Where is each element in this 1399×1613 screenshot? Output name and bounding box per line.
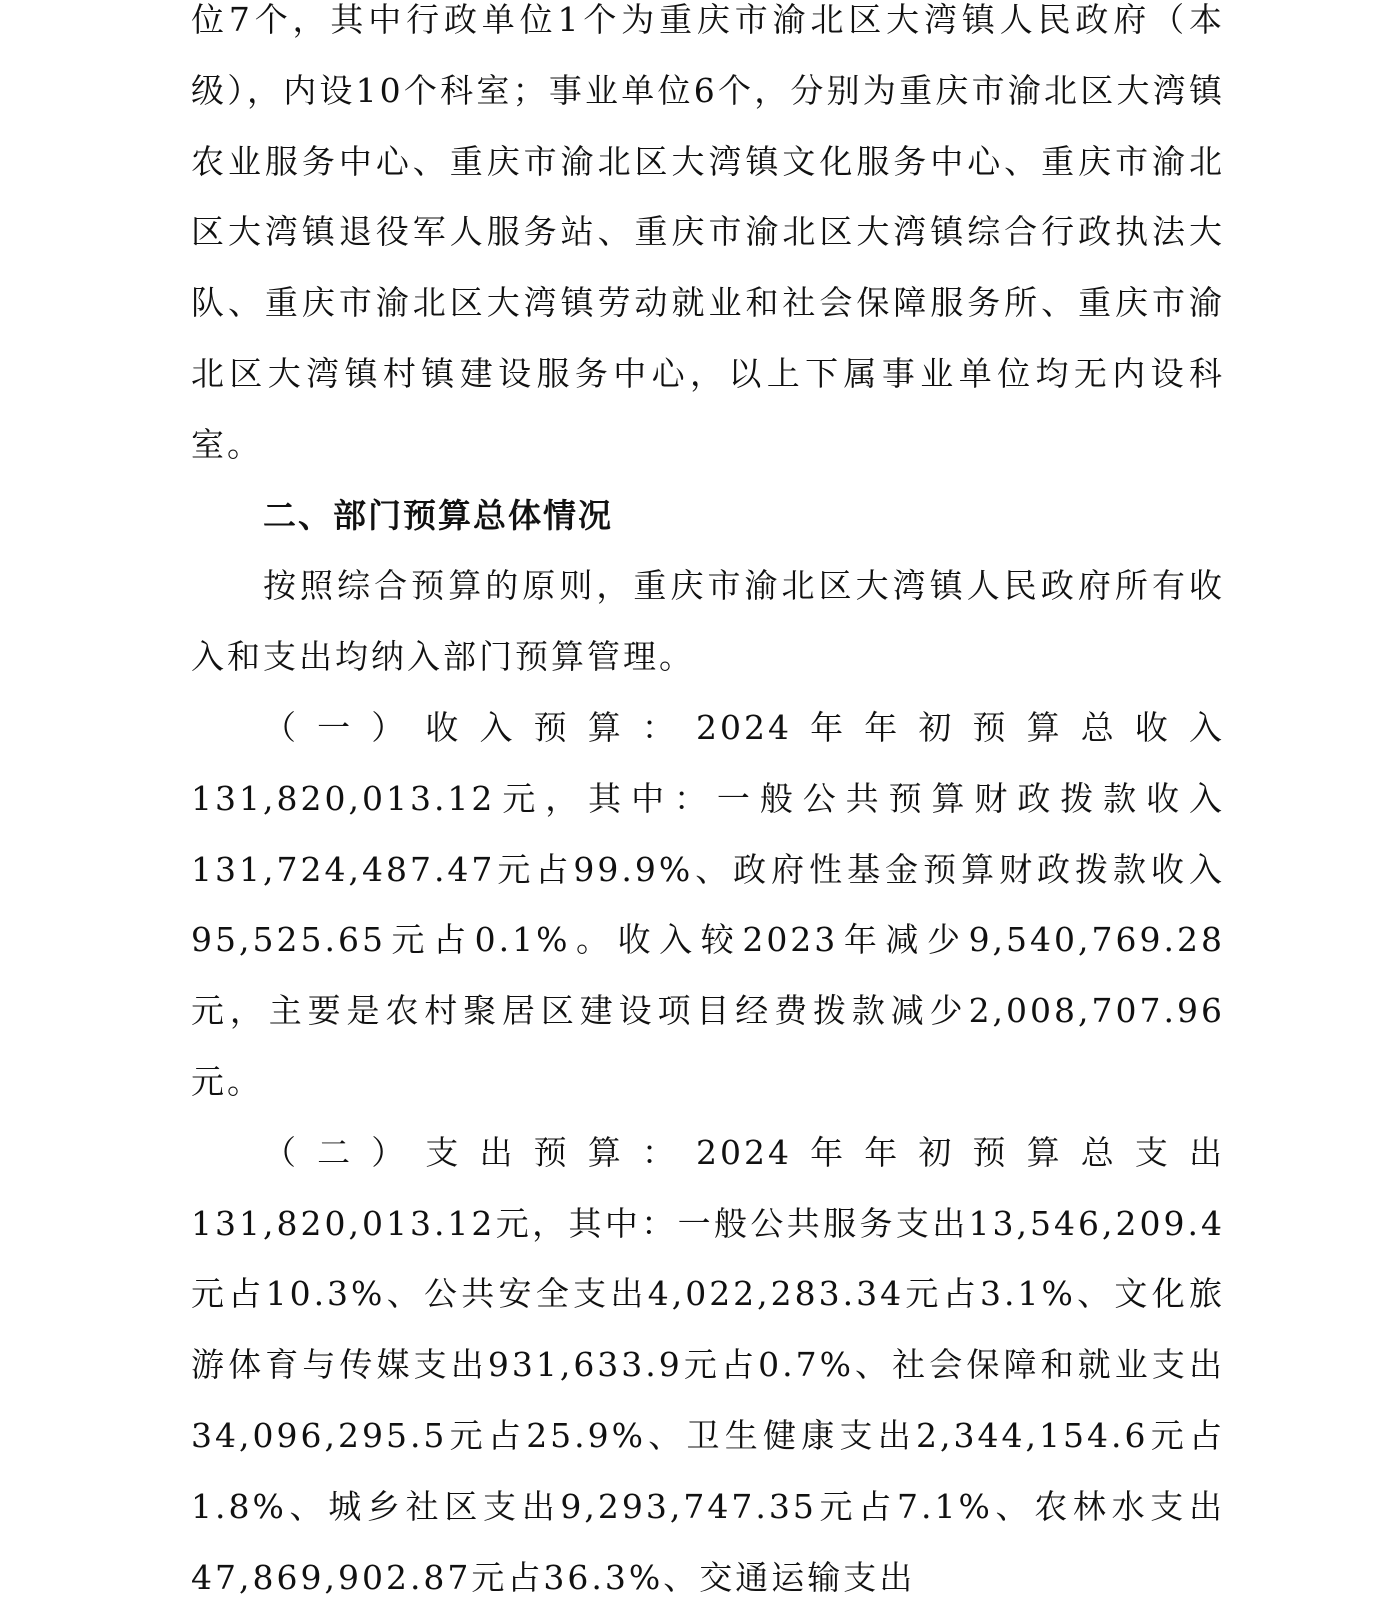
section-heading: 二、部门预算总体情况 <box>263 495 613 535</box>
document-page <box>191 0 1225 1597</box>
paragraph-expense-budget: （二）支出预算：2024年年初预算总支出131,820,013.12元，其中：一般公共服务支出13,546,209.4元占10.3%、公共安全支出4,022,283.34元占3.1%、文化旅游体育与传媒支出931,633.9元占0.7%、社会保障和就业支出34,096,295.5元占25.9%、卫生健康支出2,344,154.6元占1.8%、城乡社区支出9,293,747.35元占7.1%、农林水支出47,869,902.87元占36.3%、交通运输支出 <box>191 1132 1225 1597</box>
paragraph-income-budget: （一）收入预算：2024年年初预算总收入131,820,013.12元，其中：一般公共预算财政拨款收入131,724,487.47元占99.9%、政府性基金预算财政拨款收入95,525.65元占0.1%。收入较2023年减少9,540,769.28元，主要是农村聚居区建设项目经费拨款减少2,008,707.96元。 <box>191 707 1225 1101</box>
paragraph-organization: 位7个，其中行政单位1个为重庆市渝北区大湾镇人民政府（本级），内设10个科室；事业单位6个，分别为重庆市渝北区大湾镇农业服务中心、重庆市渝北区大湾镇文化服务中心、重庆市渝北区大湾镇退役军人服务站、重庆市渝北区大湾镇综合行政执法大队、重庆市渝北区大湾镇劳动就业和社会保障服务所、重庆市渝北区大湾镇村镇建设服务中心，以上下属事业单位均无内设科室。 <box>191 0 1225 464</box>
paragraph-principle: 按照综合预算的原则，重庆市渝北区大湾镇人民政府所有收入和支出均纳入部门预算管理。 <box>191 566 1225 677</box>
